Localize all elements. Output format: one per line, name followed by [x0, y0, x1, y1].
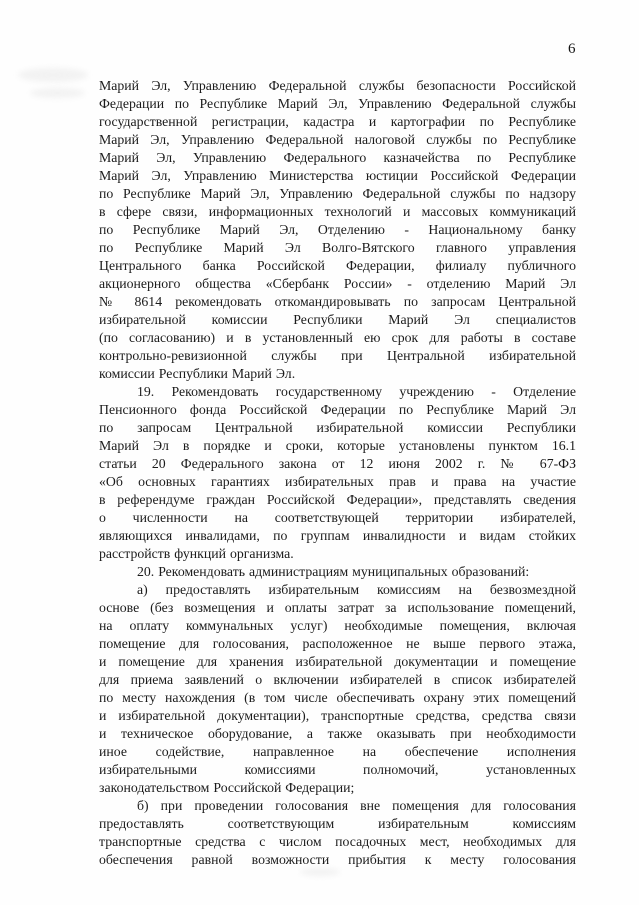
- text-line: б) при проведении голосования вне помещения для голосования: [137, 798, 576, 813]
- text-line: Центрального банка Российской Федерации, филиалу публичного: [99, 258, 576, 273]
- text-line: иное содействие, направленное на обеспечение исполнения: [99, 744, 576, 759]
- paragraph: [99, 581, 576, 797]
- text-line: основе (без возмещения и оплаты затрат за использование помещений,: [99, 600, 576, 615]
- text-line: Марий Эл, Управлению Федерального казначейства по Республике: [99, 150, 576, 165]
- text-line: на оплату коммунальных услуг) необходимые помещения, включая: [99, 618, 576, 633]
- text-line: Пенсионного фонда Российской Федерации по Республике Марий Эл: [99, 402, 576, 417]
- page-number: 6: [568, 41, 576, 57]
- text-line: избирательной комиссии Республики Марий Эл специалистов: [99, 312, 576, 327]
- text-line: «Об основных гарантиях избирательных прав и права на участие: [99, 474, 576, 489]
- text-line: для приема заявлений о включении избирателей в список избирателей: [99, 672, 576, 687]
- text-line: а) предоставлять избирательным комиссиям на безвозмездной: [137, 582, 576, 597]
- text-line: по Республике Марий Эл Волго-Вятского главного управления: [99, 240, 576, 255]
- text-line: Федерации по Республике Марий Эл, Управлению Федеральной службы: [99, 96, 576, 111]
- text-line: помещение для голосования, расположенное не выше первого этажа,: [99, 636, 576, 651]
- text-line: о численности на соответствующей территории избирателей,: [99, 510, 576, 525]
- text-line: 19. Рекомендовать государственному учреждению - Отделение: [137, 384, 576, 399]
- text-line: транспортные средства с числом посадочных мест, необходимых для: [99, 834, 576, 849]
- text-line: Марий Эл в порядке и сроки, которые установлены пунктом 16.1: [99, 438, 576, 453]
- text-line: № 8614 рекомендовать откомандировывать по запросам Центральной: [99, 294, 576, 309]
- paragraph: [99, 77, 576, 383]
- scan-noise-artifact: [300, 868, 340, 876]
- scan-noise-artifact: [18, 68, 88, 82]
- paragraph: [99, 797, 576, 869]
- text-line: обеспечения равной возможности прибытия к месту голосования: [99, 852, 576, 867]
- text-line: государственной регистрации, кадастра и картографии по Республике: [99, 114, 576, 129]
- scan-noise-artifact: [30, 88, 85, 98]
- text-line: 20. Рекомендовать администрациям муниципальных образований:: [137, 564, 530, 579]
- text-line: (по согласованию) и в установленный ею срок для работы в составе: [99, 330, 576, 345]
- text-line: в сфере связи, информационных технологий и массовых коммуникаций: [99, 204, 576, 219]
- text-line: избирательными комиссиями полномочий, установленных: [99, 762, 576, 777]
- text-line: и избирательной документации), транспортные средства, средства связи: [99, 708, 576, 723]
- text-line: в референдуме граждан Российской Федерации», представлять сведения: [99, 492, 576, 507]
- text-line: законодательством Российской Федерации;: [99, 780, 355, 795]
- text-line: акционерного общества «Сбербанк России» - отделению Марий Эл: [99, 276, 576, 291]
- text-line: предоставлять соответствующим избирательным комиссиям: [99, 816, 576, 831]
- text-line: Марий Эл, Управлению Министерства юстиции Российской Федерации: [99, 168, 576, 183]
- text-line: расстройств функций организма.: [99, 546, 294, 561]
- paragraph: [99, 563, 576, 581]
- text-line: и техническое оборудование, а также оказывать при необходимости: [99, 726, 576, 741]
- text-line: по месту нахождения (в том числе обеспечивать охрану этих помещений: [99, 690, 576, 705]
- text-line: по Республике Марий Эл, Отделению - Национальному банку: [99, 222, 576, 237]
- text-line: по Республике Марий Эл, Управлению Федеральной службы по надзору: [99, 186, 576, 201]
- text-line: комиссии Республики Марий Эл.: [99, 366, 296, 381]
- text-line: по запросам Центральной избирательной комиссии Республики: [99, 420, 576, 435]
- text-line: Марий Эл, Управлению Федеральной налоговой службы по Республике: [99, 132, 576, 147]
- text-line: контрольно-ревизионной службы при Центральной избирательной: [99, 348, 576, 363]
- paragraph: [99, 383, 576, 563]
- text-line: являющихся инвалидами, по группам инвалидности и видам стойких: [99, 528, 576, 543]
- text-line: статьи 20 Федерального закона от 12 июня 2002 г. № 67-ФЗ: [99, 456, 576, 471]
- text-line: Марий Эл, Управлению Федеральной службы безопасности Российской: [99, 78, 576, 93]
- text-block: [99, 77, 576, 869]
- text-line: и помещение для хранения избирательной документации и помещение: [99, 654, 576, 669]
